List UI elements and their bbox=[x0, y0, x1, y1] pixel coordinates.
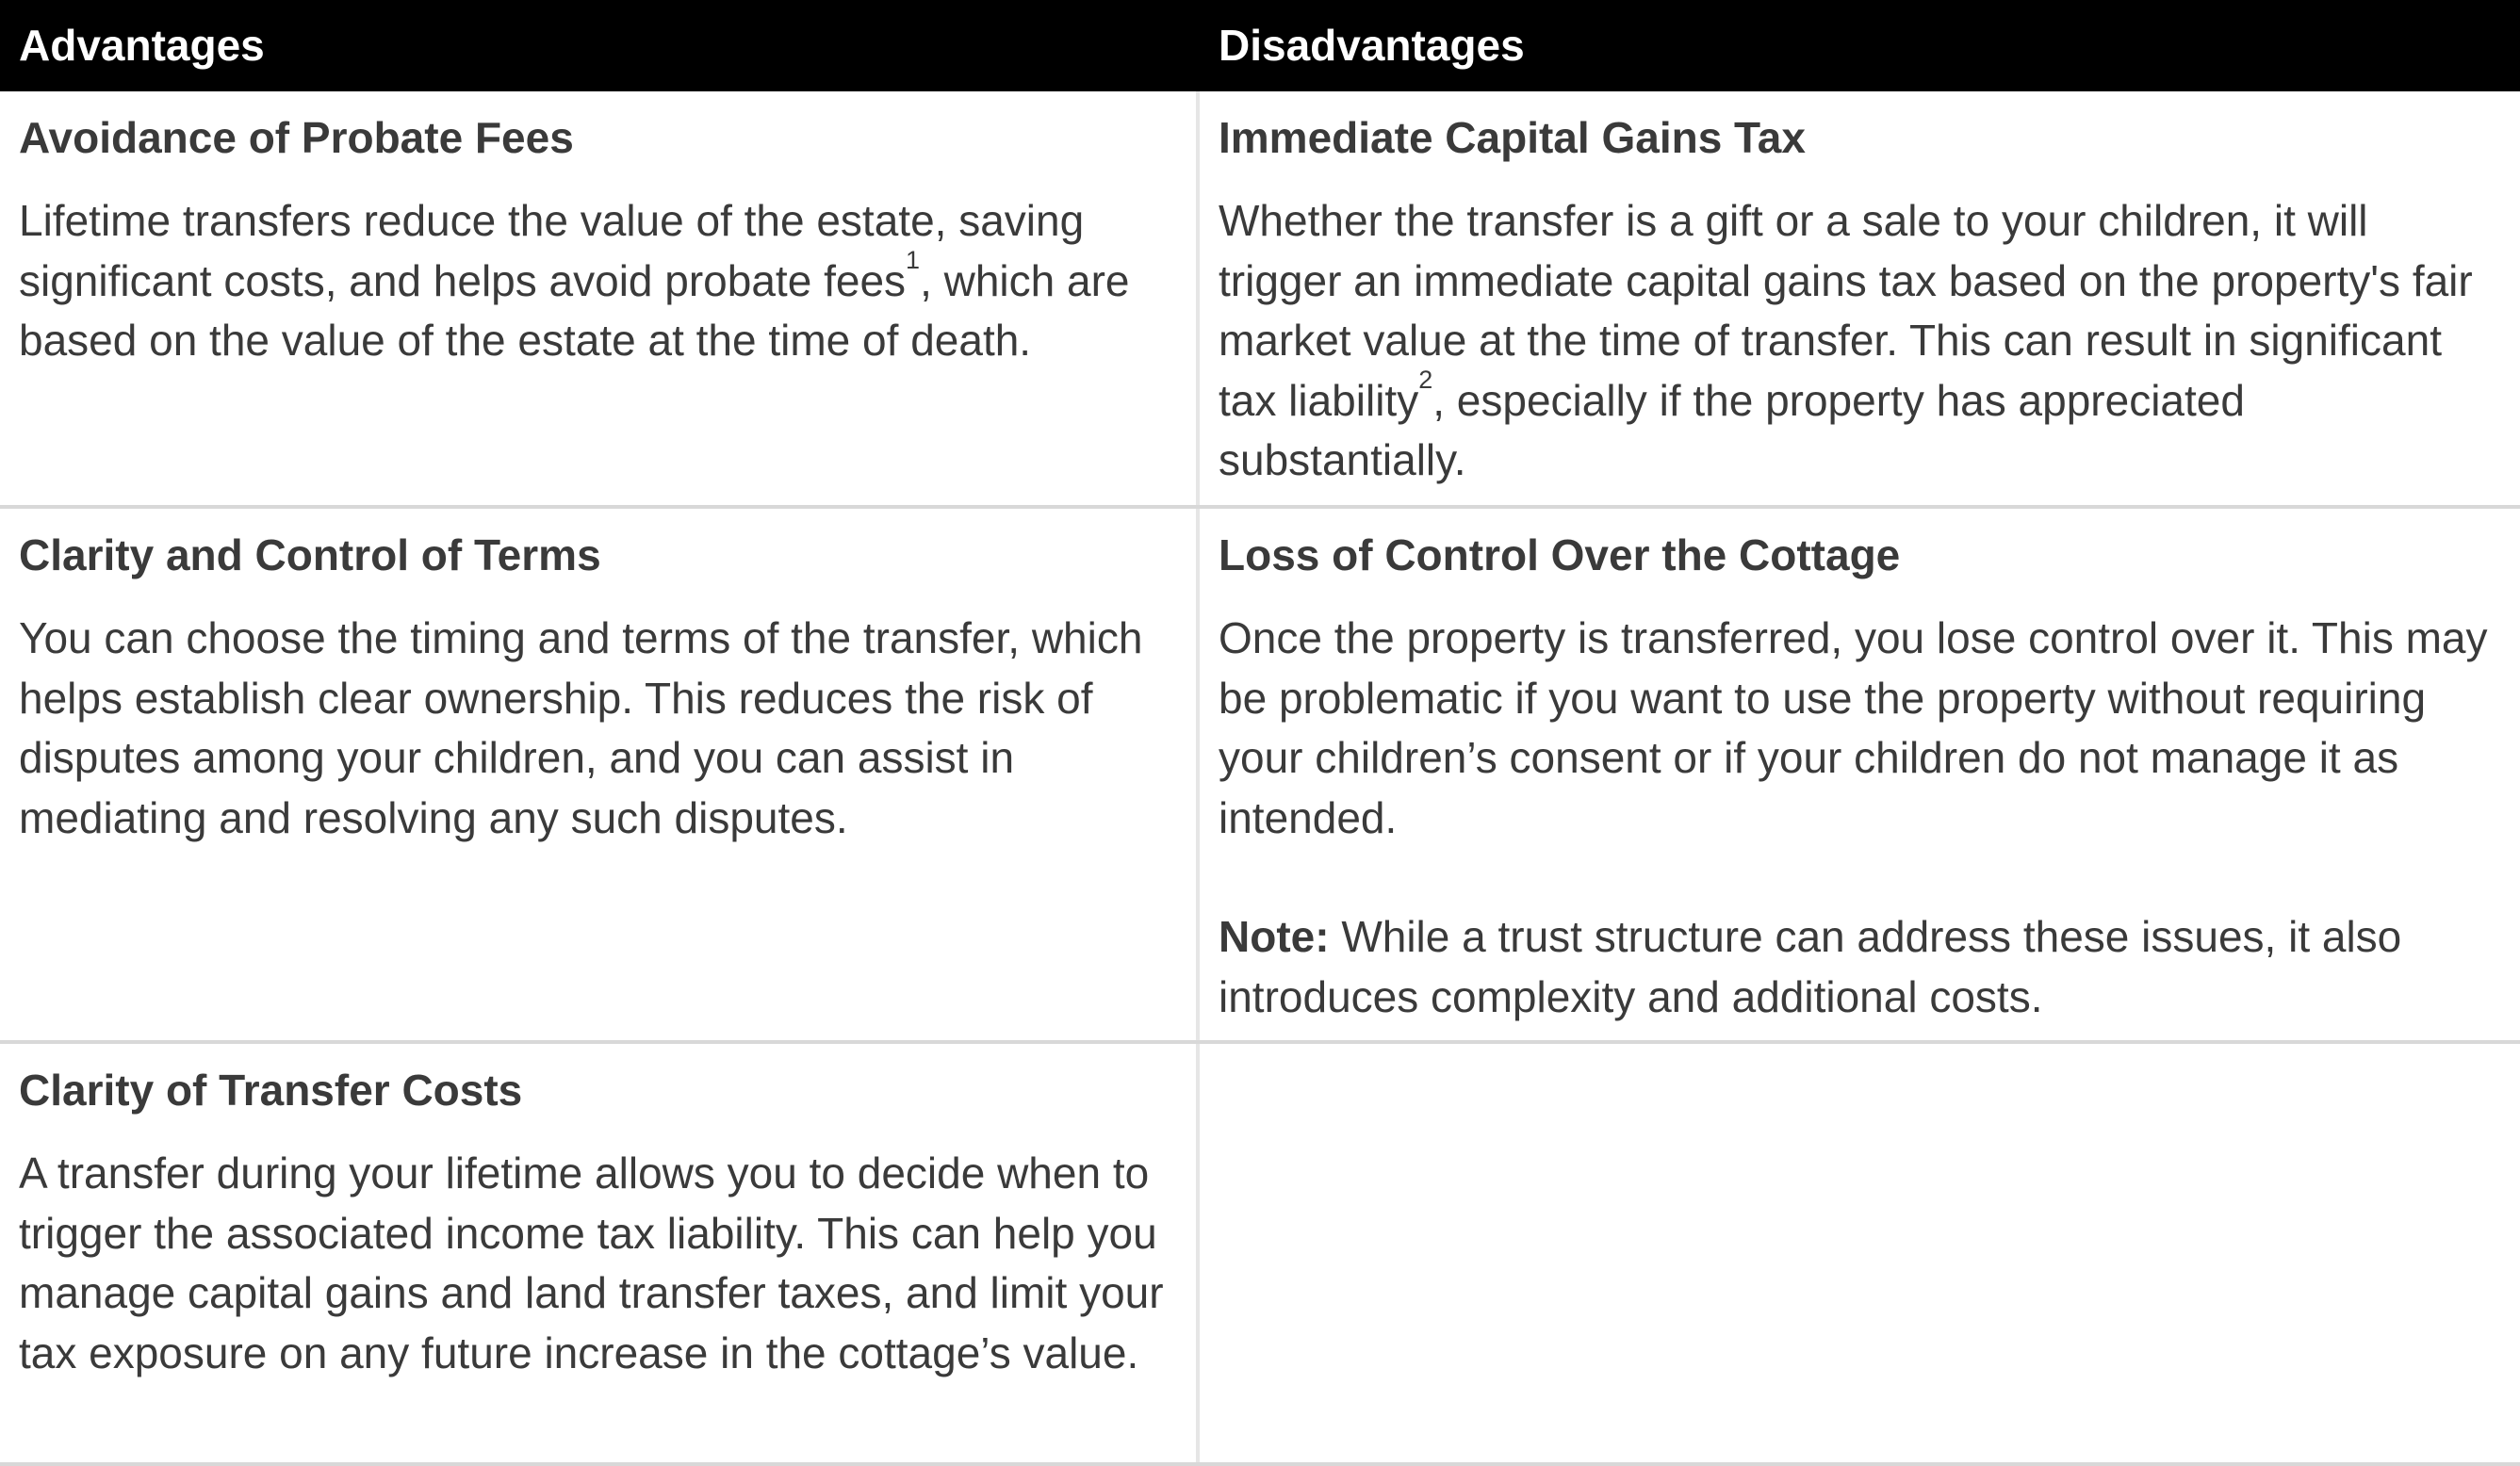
advantage-text: Lifetime transfers reduce the value of the estate, saving significant costs, and helps avoid probate fees bbox=[19, 196, 1085, 305]
advantage-title: Clarity of Transfer Costs bbox=[19, 1066, 523, 1115]
disadvantage-text: Whether the transfer is a gift or a sale to your children, it will trigger an immediate capital gains tax based on the property's fair market value at the time of transfer. This can result in significant tax liability bbox=[1219, 196, 2473, 425]
advantage-description bbox=[19, 191, 1177, 371]
footnote-marker: 2 bbox=[1418, 365, 1433, 394]
note-label: Note: bbox=[1219, 912, 1330, 961]
table-row bbox=[0, 91, 2520, 509]
advantage-text-continued: , which are based on the value of the estate at the time of death. bbox=[19, 255, 1130, 365]
disadvantage-title: Loss of Control Over the Cottage bbox=[1219, 530, 1901, 579]
disadvantage-cell bbox=[1200, 91, 2520, 505]
advantage-cell bbox=[0, 509, 1200, 1040]
empty-disadvantage-cell bbox=[1200, 1044, 2520, 1462]
advantages-header: Advantages bbox=[19, 21, 265, 70]
note-text: While a trust structure can address these issues, it also introduces complexity and additional costs. bbox=[1219, 912, 2402, 1021]
disadvantages-header: Disadvantages bbox=[1219, 21, 1525, 70]
advantage-title: Avoidance of Probate Fees bbox=[19, 113, 574, 162]
disadvantage-text-continued: , especially if the property has appreciated substantially. bbox=[1219, 375, 2245, 484]
table-row bbox=[0, 509, 2520, 1044]
disadvantage-cell bbox=[1200, 509, 2520, 1040]
table-row bbox=[0, 1044, 2520, 1466]
disadvantage-description: Once the property is transferred, you lose control over it. This may be problematic if you want to use the property without requiring your children’s consent or if your children do not manage it as intended. bbox=[1219, 613, 2488, 842]
advantage-title: Clarity and Control of Terms bbox=[19, 530, 601, 579]
disadvantage-title: Immediate Capital Gains Tax bbox=[1219, 113, 1806, 162]
advantage-cell bbox=[0, 1044, 1200, 1462]
note-paragraph bbox=[1219, 907, 2501, 1027]
advantage-description: You can choose the timing and terms of the transfer, which helps establish clear ownership. This reduces the risk of disputes among your children, and you can assist in mediating and resolving any such disputes. bbox=[19, 613, 1143, 842]
advantage-cell bbox=[0, 91, 1200, 505]
table-header bbox=[0, 0, 2520, 91]
footnote-marker: 1 bbox=[906, 245, 921, 274]
advantage-description: A transfer during your lifetime allows you to decide when to trigger the associated income tax liability. This can help you manage capital gains and land transfer taxes, and limit your tax exposure on any future increase in the cottage’s value. bbox=[19, 1148, 1164, 1377]
disadvantage-description bbox=[1219, 191, 2501, 491]
